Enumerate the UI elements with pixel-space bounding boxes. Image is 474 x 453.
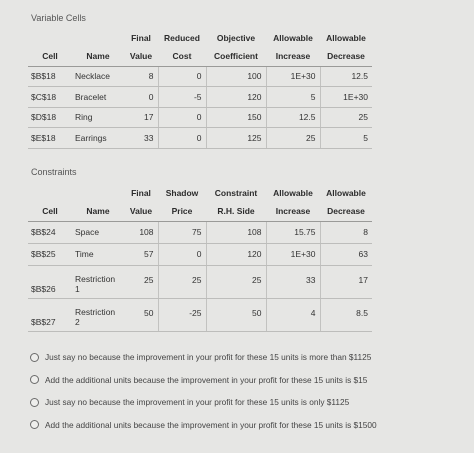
allowable-increase: 25 — [266, 128, 320, 149]
header-cost: Cost — [158, 47, 206, 66]
allowable-increase: 15.75 — [266, 221, 320, 243]
answer-option-3[interactable] — [30, 391, 450, 414]
allowable-decrease: 63 — [320, 243, 372, 265]
header-objective: Objective — [216, 32, 256, 43]
final-value: 57 — [124, 243, 158, 265]
header-value: Value — [124, 47, 158, 66]
final-value: 8 — [124, 66, 158, 87]
reduced-cost: 0 — [158, 107, 206, 128]
cell-name-line1: Restriction — [75, 273, 116, 284]
reduced-cost: 0 — [158, 128, 206, 149]
final-value: 25 — [124, 265, 158, 298]
cell-ref: $B$27 — [28, 298, 72, 331]
header-allowable-increase: Allowable — [273, 32, 313, 43]
cell-name: Ring — [72, 107, 124, 128]
cell-name: Space — [72, 221, 124, 243]
objective-coefficient: 125 — [206, 128, 266, 149]
allowable-increase: 12.5 — [266, 107, 320, 128]
cell-ref: $C$18 — [28, 87, 72, 108]
constraints-header-top — [28, 183, 372, 202]
objective-coefficient: 120 — [206, 87, 266, 108]
variable-cells-table — [28, 28, 372, 149]
header-coefficient: Coefficient — [206, 47, 266, 66]
radio-button-icon[interactable] — [30, 398, 39, 407]
table-row — [28, 265, 372, 298]
header-rh-side: R.H. Side — [206, 202, 266, 221]
header-decrease: Decrease — [320, 202, 372, 221]
cell-name: Necklace — [72, 66, 124, 87]
cell-name: Earrings — [72, 128, 124, 149]
table-row — [28, 87, 372, 108]
cell-name — [72, 265, 124, 298]
objective-coefficient: 150 — [206, 107, 266, 128]
table-row — [28, 107, 372, 128]
header-value: Value — [124, 202, 158, 221]
header-reduced: Reduced — [164, 32, 200, 43]
table-row — [28, 128, 372, 149]
header-final: Final — [131, 187, 151, 198]
header-final: Final — [131, 32, 151, 43]
answer-option-1[interactable] — [30, 346, 450, 369]
table-row — [28, 243, 372, 265]
allowable-decrease: 1E+30 — [320, 87, 372, 108]
header-increase: Increase — [266, 47, 320, 66]
allowable-increase: 33 — [266, 265, 320, 298]
cell-name-line2: 2 — [75, 316, 80, 327]
header-allowable-increase: Allowable — [273, 187, 313, 198]
answer-option-text: Just say no because the improvement in your profit for these 15 units is more than $1125 — [45, 352, 372, 363]
header-constraint: Constraint — [214, 187, 258, 198]
constraints-header-bottom — [28, 202, 372, 221]
final-value: 0 — [124, 87, 158, 108]
constraint-rh-side: 120 — [206, 243, 266, 265]
final-value: 33 — [124, 128, 158, 149]
final-value: 17 — [124, 107, 158, 128]
reduced-cost: -5 — [158, 87, 206, 108]
allowable-increase: 1E+30 — [266, 66, 320, 87]
header-price: Price — [158, 202, 206, 221]
allowable-decrease: 5 — [320, 128, 372, 149]
answer-option-text: Add the additional units because the improvement in your profit for these 15 units is $15 — [45, 374, 368, 385]
cell-name — [72, 298, 124, 331]
shadow-price: 0 — [158, 243, 206, 265]
header-decrease: Decrease — [320, 47, 372, 66]
answer-option-4[interactable] — [30, 414, 450, 437]
constraint-rh-side: 50 — [206, 298, 266, 331]
shadow-price: 75 — [158, 221, 206, 243]
constraints-title: Constraints — [31, 167, 77, 177]
table-row — [28, 298, 372, 331]
allowable-decrease: 8 — [320, 221, 372, 243]
answer-option-text: Just say no because the improvement in your profit for these 15 units is only $1125 — [45, 397, 350, 408]
variable-cells-header-bottom — [28, 47, 372, 66]
cell-ref: $B$25 — [28, 243, 72, 265]
cell-ref: $B$24 — [28, 221, 72, 243]
radio-button-icon[interactable] — [30, 353, 39, 362]
final-value: 108 — [124, 221, 158, 243]
cell-ref: $D$18 — [28, 107, 72, 128]
allowable-increase: 1E+30 — [266, 243, 320, 265]
header-increase: Increase — [266, 202, 320, 221]
answer-option-text: Add the additional units because the improvement in your profit for these 15 units is $1500 — [45, 419, 377, 430]
table-row — [28, 66, 372, 87]
header-cell: Cell — [28, 47, 72, 66]
objective-coefficient: 100 — [206, 66, 266, 87]
constraint-rh-side: 108 — [206, 221, 266, 243]
allowable-decrease: 8.5 — [320, 298, 372, 331]
allowable-decrease: 17 — [320, 265, 372, 298]
constraint-rh-side: 25 — [206, 265, 266, 298]
variable-cells-title: Variable Cells — [31, 13, 86, 23]
radio-button-icon[interactable] — [30, 420, 39, 429]
shadow-price: -25 — [158, 298, 206, 331]
allowable-decrease: 12.5 — [320, 66, 372, 87]
header-cell: Cell — [28, 202, 72, 221]
allowable-decrease: 25 — [320, 107, 372, 128]
header-shadow: Shadow — [165, 187, 199, 198]
header-name: Name — [72, 47, 124, 66]
cell-name: Time — [72, 243, 124, 265]
answer-option-2[interactable] — [30, 369, 450, 392]
final-value: 50 — [124, 298, 158, 331]
constraints-table — [28, 183, 372, 332]
answer-options — [30, 346, 450, 436]
header-allowable-decrease: Allowable — [326, 32, 366, 43]
cell-name-line1: Restriction — [75, 306, 116, 317]
table-row — [28, 221, 372, 243]
radio-button-icon[interactable] — [30, 375, 39, 384]
allowable-increase: 4 — [266, 298, 320, 331]
reduced-cost: 0 — [158, 66, 206, 87]
header-allowable-decrease: Allowable — [326, 187, 366, 198]
cell-name: Bracelet — [72, 87, 124, 108]
allowable-increase: 5 — [266, 87, 320, 108]
header-name: Name — [72, 202, 124, 221]
cell-ref: $E$18 — [28, 128, 72, 149]
cell-ref: $B$18 — [28, 66, 72, 87]
variable-cells-header-top — [28, 28, 372, 47]
shadow-price: 25 — [158, 265, 206, 298]
cell-name-line2: 1 — [75, 283, 80, 294]
cell-ref: $B$26 — [28, 265, 72, 298]
